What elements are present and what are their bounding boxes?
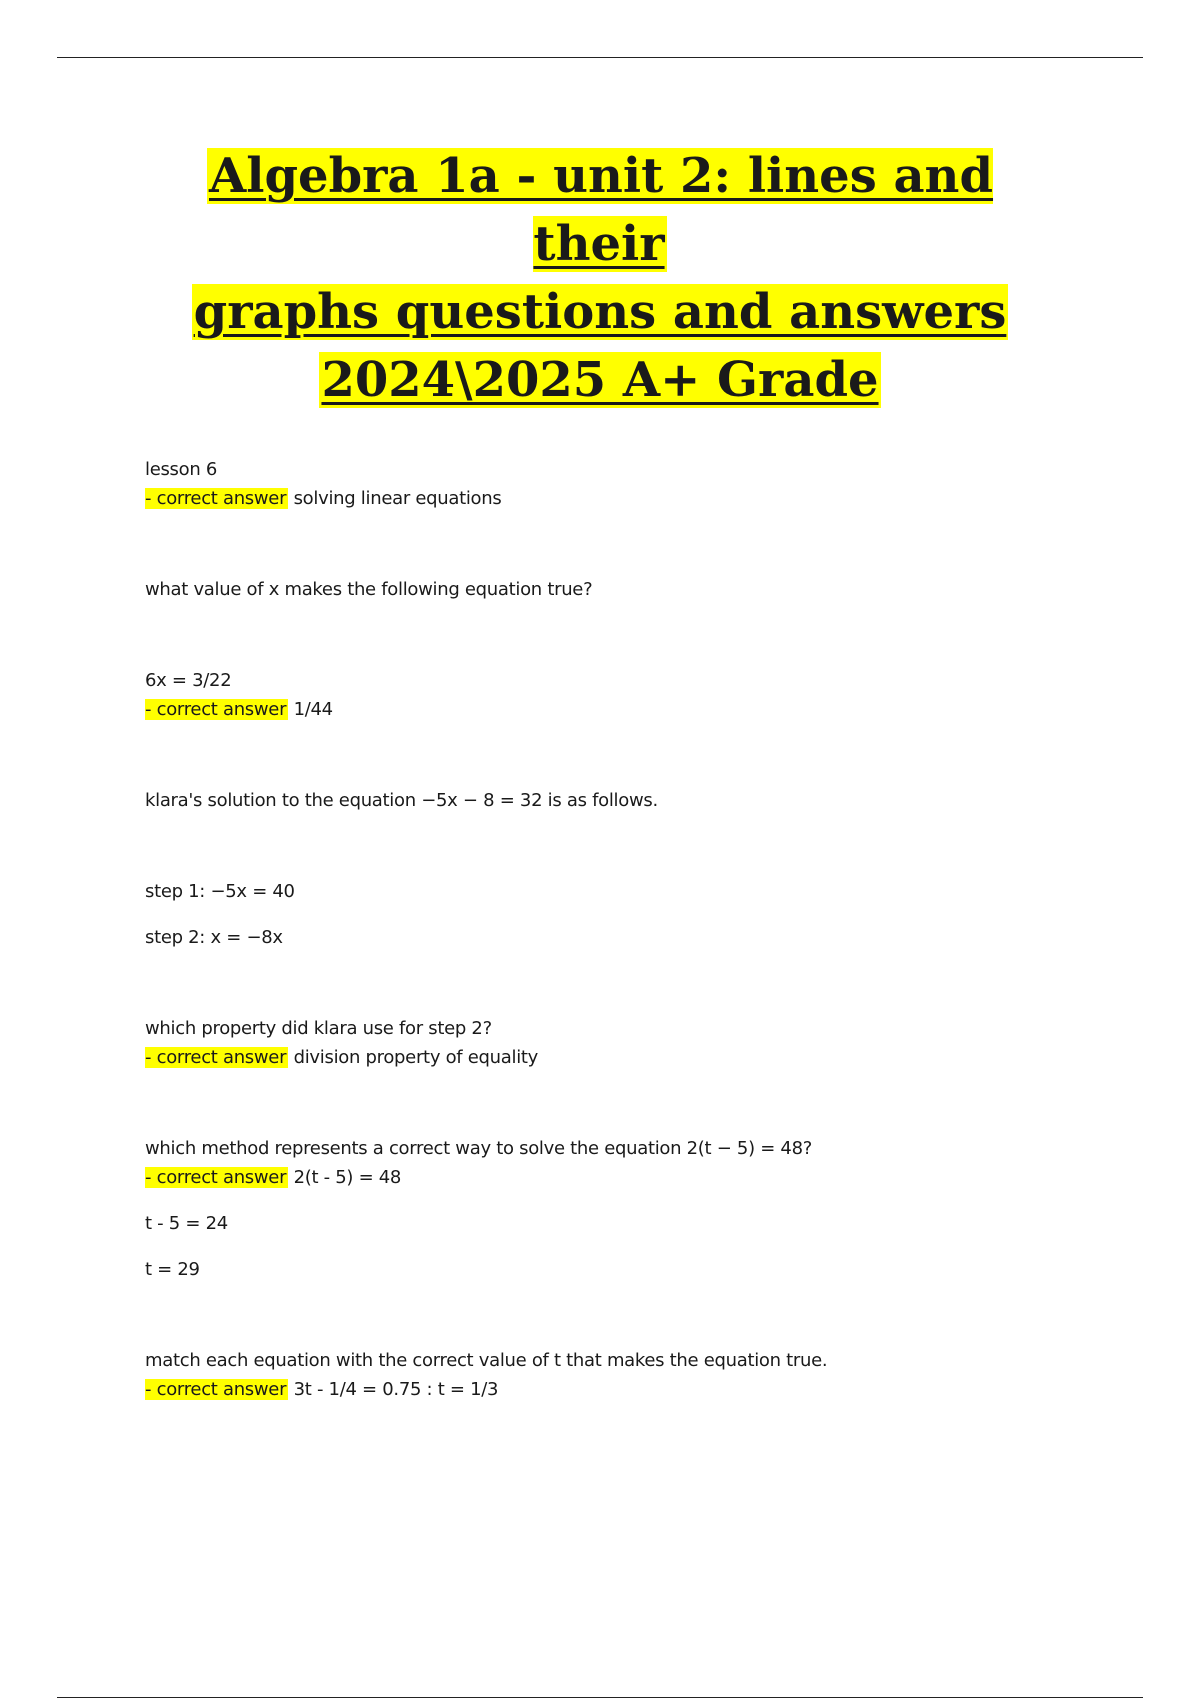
question-text: what value of x makes the following equation true? — [145, 579, 593, 600]
bottom-rule — [57, 1697, 1143, 1698]
question-text: lesson 6 — [145, 459, 218, 480]
answer-line — [145, 1163, 1105, 1192]
answer-text: 2(t - 5) = 48 — [293, 1167, 402, 1188]
spacer — [145, 952, 1105, 1014]
answer-continuation: t = 29 — [145, 1259, 200, 1280]
spacer — [145, 815, 1105, 877]
spacer — [145, 513, 1105, 575]
correct-answer-marker: - correct answer — [145, 699, 287, 720]
spacer — [145, 906, 1105, 923]
spacer — [145, 1072, 1105, 1134]
qa-content — [145, 455, 1105, 1404]
document-title — [150, 142, 1050, 414]
top-rule — [57, 57, 1143, 58]
question-text: which property did klara use for step 2? — [145, 1018, 492, 1039]
spacer — [145, 1192, 1105, 1209]
spacer — [145, 1284, 1105, 1346]
correct-answer-marker: - correct answer — [145, 1379, 287, 1400]
question-text: 6x = 3/22 — [145, 670, 232, 691]
answer-line — [145, 484, 1105, 513]
answer-text: division property of equality — [293, 1047, 539, 1068]
correct-answer-marker: - correct answer — [145, 1047, 287, 1068]
answer-continuation: t - 5 = 24 — [145, 1213, 228, 1234]
answer-line — [145, 1375, 1105, 1404]
answer-text: 3t - 1/4 = 0.75 : t = 1/3 — [293, 1379, 499, 1400]
correct-answer-marker: - correct answer — [145, 1167, 287, 1188]
question-text: which method represents a correct way to solve the equation 2(t − 5) = 48? — [145, 1138, 812, 1159]
title-line-1: Algebra 1a - unit 2: lines and their — [208, 148, 994, 272]
title-line-3: 2024\2025 A+ Grade — [321, 352, 879, 408]
title-line-2: graphs questions and answers — [193, 284, 1007, 340]
step-text: step 2: x = −8x — [145, 927, 283, 948]
correct-answer-marker: - correct answer — [145, 488, 287, 509]
answer-text: 1/44 — [293, 699, 333, 720]
spacer — [145, 1238, 1105, 1255]
answer-line — [145, 1043, 1105, 1072]
answer-text: solving linear equations — [293, 488, 502, 509]
question-text: klara's solution to the equation −5x − 8 = 32 is as follows. — [145, 790, 658, 811]
spacer — [145, 724, 1105, 786]
answer-line — [145, 695, 1105, 724]
step-text: step 1: −5x = 40 — [145, 881, 295, 902]
spacer — [145, 604, 1105, 666]
question-text: match each equation with the correct value of t that makes the equation true. — [145, 1350, 828, 1371]
